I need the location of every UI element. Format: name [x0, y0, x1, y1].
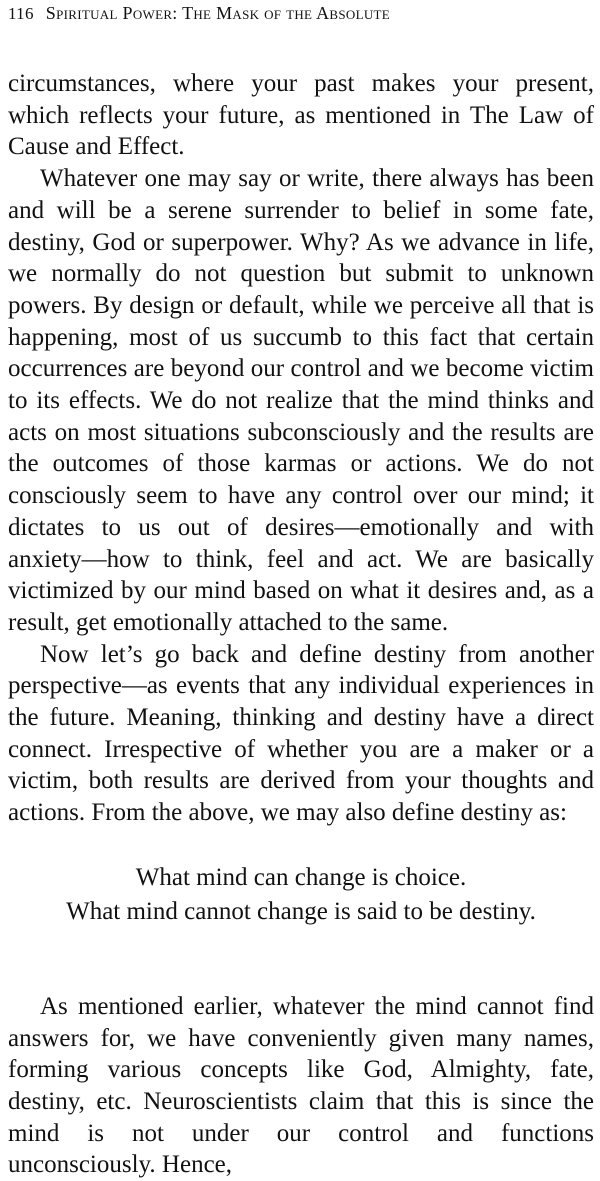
quote-line-destiny: What mind cannot change is said to be destiny.: [66, 897, 536, 925]
quote-line-choice: What mind can change is choice.: [135, 863, 467, 891]
paragraph-fate: Whatever one may say or write, there always has been and will be a serene surrender to belief in some fate, destiny, God or superpower. Why? As we advance in life, we normally do not question but submit to unknown powers. By design or default, while we perceive all that is happening, most of us succumb to this fact that certain occurrences are beyond our control and we become victim to its effects. We do not realize that the mind thinks and acts on most situations subconsciously and the results are the outcomes of those karmas or actions. We do not consciously seem to have any control over our mind; it dictates to us out of desires—emotionally and with anxiety—how to think, feel and act. We are basically victimized by our mind based on what it desires and, as a result, get emotionally attached to the same.: [8, 165, 594, 636]
paragraph-destiny: Now let’s go back and define destiny from another perspective—as events that any individual experiences in the future. Meaning, thinking and destiny have a direct connect. Irrespective of whether you are a maker or a victim, both results are derived from your thoughts and actions. From the above, we may also define destiny as:: [8, 640, 594, 827]
section-gap: [8, 955, 594, 991]
book-title: Spiritual Power: The Mask of the Absolute: [45, 3, 390, 23]
quote-block: [8, 861, 594, 929]
paragraph-continued: circumstances, where your past makes your present, which reflects your future, as mentioned in The Law of Cause and Effect.: [8, 70, 594, 161]
page-number: 116: [8, 4, 34, 23]
running-header: [8, 2, 593, 26]
paragraph-names: As mentioned earlier, whatever the mind cannot find answers for, we have conveniently given many names, forming various concepts like God, Almighty, fate, destiny, etc. Neuroscientists claim that this is since the mind is not under our control and functions unconsciously. Hence,: [8, 992, 594, 1179]
body-text: [8, 68, 594, 1181]
